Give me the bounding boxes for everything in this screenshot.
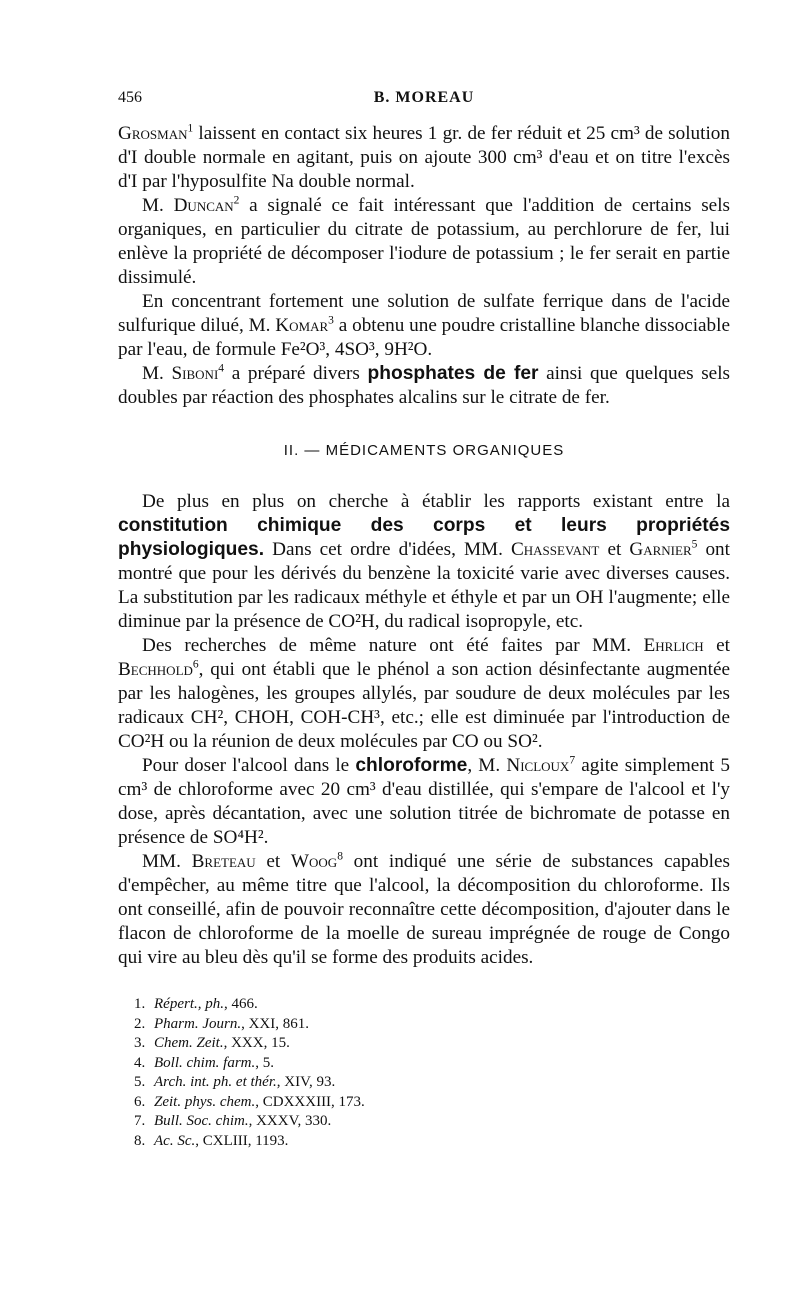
author-name: Nicloux	[506, 755, 570, 776]
page-number: 456	[118, 89, 142, 106]
footnote: 6. Zeit. phys. chem., CDXXXIII, 173.	[134, 1093, 365, 1110]
footnote-title: Répert., ph.	[154, 996, 224, 1012]
footnote-title: Pharm. Journ.	[154, 1015, 242, 1032]
author-name: Duncan	[173, 195, 234, 216]
footnote: 1. Répert., ph., 466.	[134, 996, 258, 1012]
author-name: Chassevant	[510, 539, 600, 560]
bold-term: constitution chimique des corps et leurs propriétés physiologiques.	[118, 515, 730, 560]
author-name: Breteau	[191, 851, 256, 872]
footnote-ref: 3	[328, 314, 334, 327]
main-text	[118, 122, 730, 970]
footnote-title: Arch. int. ph. et thér.	[154, 1074, 277, 1090]
bold-term: phosphates de fer	[367, 363, 539, 384]
bold-term: chloroforme	[355, 755, 468, 776]
running-head: B. MOREAU	[373, 89, 475, 106]
footnote-title: Chem. Zeit.	[154, 1035, 224, 1051]
footnote: 4. Boll. chim. farm., 5.	[134, 1054, 274, 1071]
footnote: 8. Ac. Sc., CXLIII, 1193.	[134, 1132, 289, 1149]
footnotes	[134, 995, 694, 1151]
author-name: Ehrlich	[643, 635, 704, 656]
footnote-title: Bull. Soc. chim.	[154, 1113, 249, 1129]
footnote-ref: 1	[187, 122, 194, 135]
author-name: Komar	[275, 315, 329, 336]
paragraph-komar: En concentrant fortement une solution de sulfate ferrique dans de l'acide sulfurique dilué, M. Komar$^3$ a obtenu une poudre cristalline blanche dissociable par l'eau, de formule Fe²O³, 4SO³, 9H²O.	[118, 291, 730, 360]
footnote-ref: 6	[192, 658, 199, 671]
paragraph-ehrlich: Des recherches de même nature ont été faites par MM. Ehrlich et Bechhold$^6$, qui ont établi que le phénol a son action désinfectante augmentée par les halogènes, les groupes allylés, par soudure de deux molécules par les radicaux CH², CHOH, COH-CH³, etc.; elle est diminuée par l'introduction de CO²H ou la réunion de deux molécules par CO ou SO².	[118, 635, 730, 752]
paragraph-nicloux: Pour doser l'alcool dans le chloroforme, M. Nicloux$^7$ agite simplement 5 cm³ de chloroforme avec 20 cm³ d'eau distillée, qui s'empare de l'alcool et l'y dose, après décantation, avec une solution titrée de bichromate de potasse en présence de SO⁴H².	[118, 754, 731, 848]
paragraph-duncan: M. Duncan$^2$ a signalé ce fait intéressant que l'addition de certains sels organiques, en particulier du citrate de potassium, au perchlorure de fer, lui enlève la propriété de décomposer l'iodure de potassium ; le fer serait en partie dissimulé.	[118, 194, 731, 288]
footnote-title: Ac. Sc.	[154, 1132, 196, 1149]
footnote-ref: 8	[337, 850, 343, 863]
paragraph-constitution: De plus en plus on cherche à établir les rapports existant entre la constitution chimique des corps et leurs propriétés physiologiques. Dans cet ordre d'idées, MM. Chassevant et Garnier$^5$ ont montré que pour les dérivés du benzène la toxicité varie avec diverses causes. La substitution par les radicaux méthyle et éthyle et par un OH l'augmente; elle diminue par la présence de CO²H, du radical isopropyle, etc.	[118, 491, 730, 632]
footnote: 5. Arch. int. ph. et thér., XIV, 93.	[134, 1074, 336, 1090]
footnote-ref: 2	[233, 194, 240, 207]
footnote: 3. Chem. Zeit., XXX, 15.	[134, 1035, 290, 1051]
paragraph-breteau: MM. Breteau et Woog$^8$ ont indiqué une série de substances capables d'empêcher, au même titre que l'alcool, la décomposition du chloroforme. Ils ont conseillé, afin de pouvoir reconnaître cette décomposition, d'ajouter dans le flacon de chloroforme de la moelle de sureau imprégnée de rouge de Congo qui vire au bleu dès qu'il se forme des produits acides.	[118, 850, 730, 968]
footnote: 7. Bull. Soc. chim., XXXV, 330.	[134, 1113, 332, 1129]
footnote: 2. Pharm. Journ., XXI, 861.	[134, 1015, 309, 1032]
author-name: Garnier	[629, 539, 692, 560]
author-name: Woog	[290, 851, 338, 872]
paragraph-siboni: M. Siboni$^4$ a préparé divers phosphates de fer ainsi que quelques sels doubles par réaction des phosphates alcalins sur le citrate de fer.	[118, 362, 730, 408]
footnote-title: Zeit. phys. chem.	[154, 1093, 256, 1110]
author-name: Bechhold	[118, 659, 193, 680]
footnote-ref: 7	[569, 754, 576, 767]
footnote-ref: 5	[691, 538, 698, 551]
paragraph-grosman: Grosman$^1$ laissent en contact six heures 1 gr. de fer réduit et 25 cm³ de solution d'I double normale en agitant, puis on ajoute 300 cm³ d'eau et on titre l'excès d'I par l'hyposulfite Na double normal.	[118, 122, 730, 192]
author-name: Siboni	[171, 363, 219, 384]
footnote-title: Boll. chim. farm.	[154, 1054, 256, 1071]
author-name: Grosman	[118, 123, 188, 144]
footnote-ref: 4	[218, 362, 225, 375]
section-title: II. — MÉDICAMENTS ORGANIQUES	[283, 442, 565, 459]
